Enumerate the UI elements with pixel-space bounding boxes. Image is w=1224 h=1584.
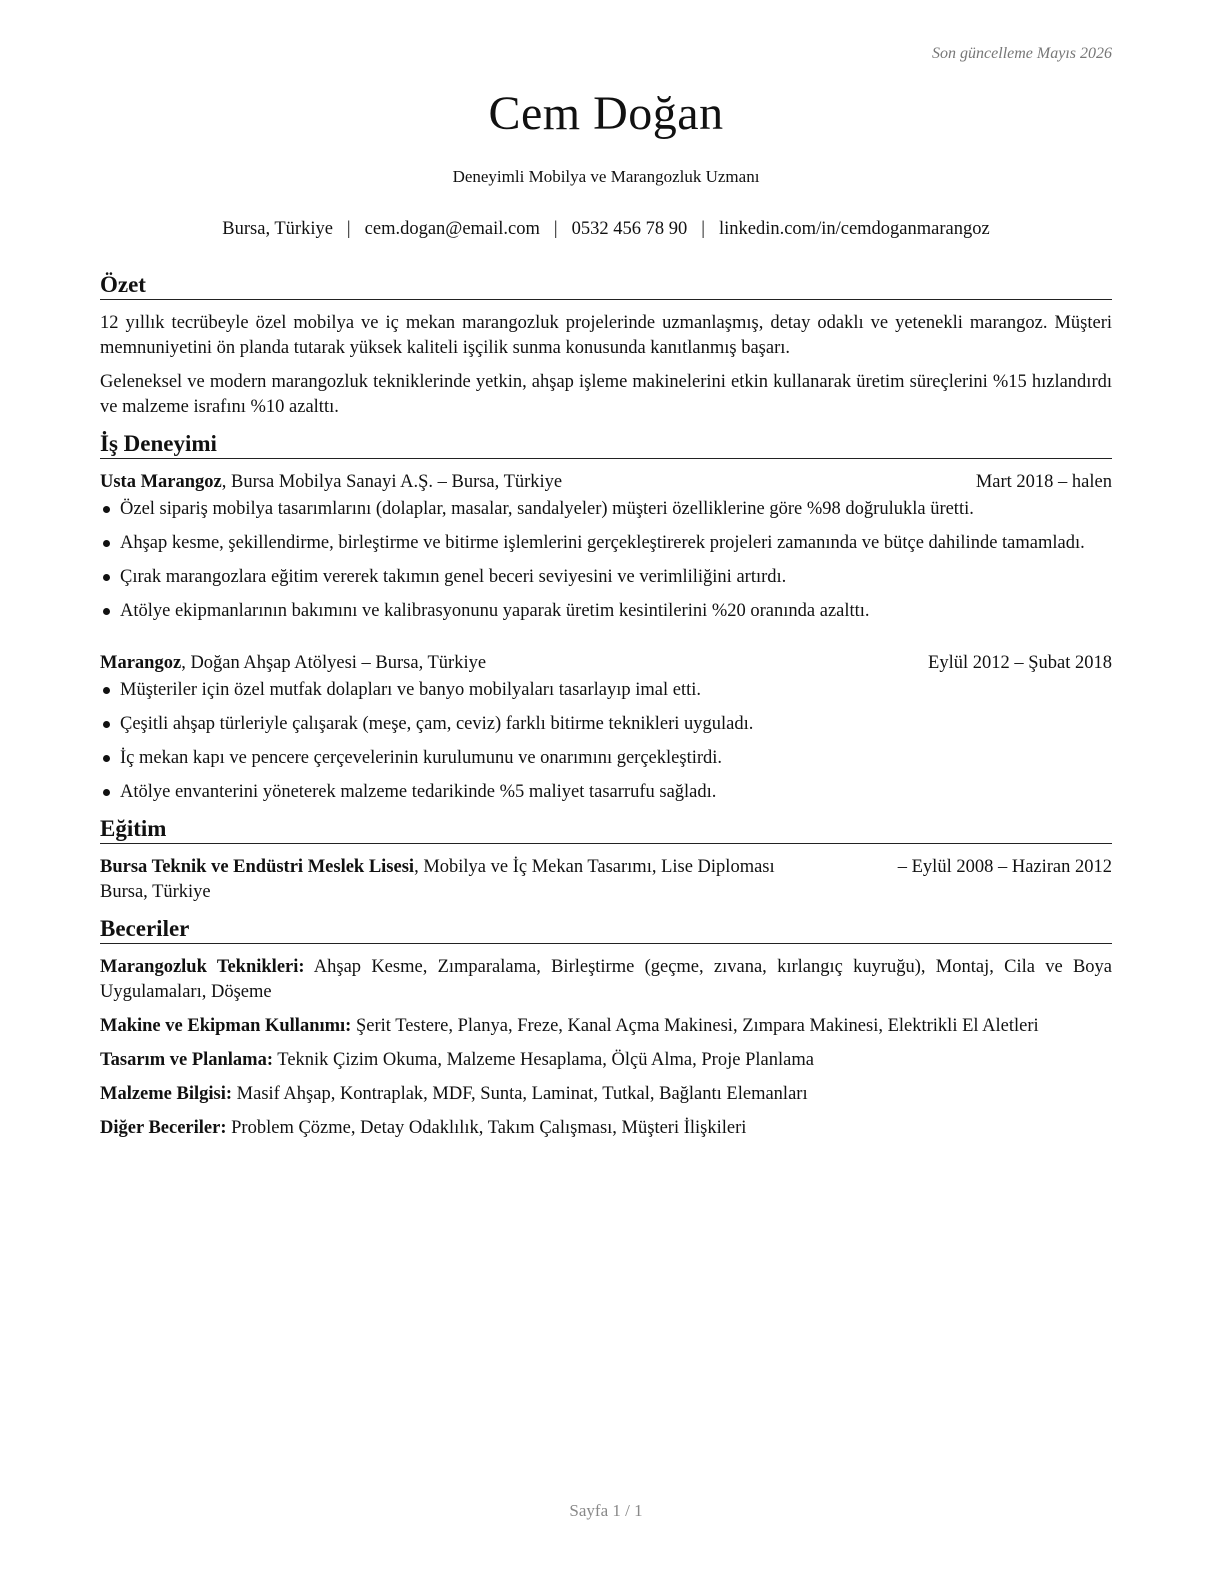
skill-group xyxy=(100,1082,1112,1107)
job-bullet-text: Atölye envanterini yöneterek malzeme tedarikinde %5 maliyet tasarrufu sağladı. xyxy=(120,782,717,802)
education-location: Bursa, Türkiye xyxy=(100,882,211,902)
job-entry xyxy=(100,651,1112,805)
bullet-dot-icon xyxy=(103,687,110,694)
contact-phone: 0532 456 78 90 xyxy=(571,219,688,239)
job-dates: Mart 2018 – halen xyxy=(975,472,1112,492)
education-section xyxy=(100,814,1112,905)
candidate-headline: Deneyimli Mobilya ve Marangozluk Uzmanı xyxy=(452,167,760,186)
bullet-dot-icon xyxy=(103,506,110,513)
job-company: , Doğan Ahşap Atölyesi – Bursa, Türkiye xyxy=(181,653,487,673)
contact-separator: | xyxy=(553,219,558,239)
job-bullet-text: Çeşitli ahşap türleriyle çalışarak (meşe, çam, ceviz) farklı bitirme teknikleri uyguladı. xyxy=(120,714,754,734)
job-header xyxy=(100,470,1112,495)
education-school: Bursa Teknik ve Endüstri Meslek Lisesi xyxy=(100,857,415,877)
skill-group-items: Teknik Çizim Okuma, Malzeme Hesaplama, Ölçü Alma, Proje Planlama xyxy=(273,1050,814,1070)
job-bullet xyxy=(100,531,1116,556)
job-company: , Bursa Mobilya Sanayi A.Ş. – Bursa, Türkiye xyxy=(221,472,563,492)
job-bullet-text: Ahşap kesme, şekillendirme, birleştirme ve bitirme işlemlerini gerçekleştirerek projeleri zamanında ve bütçe dahilinde tamamladı. xyxy=(120,533,1085,553)
job-header xyxy=(100,651,1112,676)
contact-linkedin-link[interactable]: linkedin.com/in/cemdoganmarangoz xyxy=(718,219,990,239)
skill-group-items: Şerit Testere, Planya, Freze, Kanal Açma Makinesi, Zımpara Makinesi, Elektrikli El Aletleri xyxy=(351,1016,1039,1036)
section-title-skills: Beceriler xyxy=(100,914,1112,944)
job-bullet xyxy=(100,599,1116,624)
skill-group-label: Marangozluk Teknikleri: xyxy=(100,957,305,977)
resume-page xyxy=(100,0,1112,1584)
job-bullet xyxy=(100,565,1116,590)
skill-group xyxy=(100,955,1112,1005)
experience-section xyxy=(100,429,1112,805)
education-program: , Mobilya ve İç Mekan Tasarımı, Lise Diploması xyxy=(414,857,775,877)
summary-section xyxy=(100,270,1112,420)
job-dates: Eylül 2012 – Şubat 2018 xyxy=(928,653,1112,673)
skill-group xyxy=(100,1048,1112,1073)
job-bullet xyxy=(100,746,1116,771)
contact-separator: | xyxy=(346,219,351,239)
resume-body xyxy=(100,270,1112,1150)
education-entry xyxy=(100,855,1112,880)
skill-group-label: Makine ve Ekipman Kullanımı: xyxy=(100,1016,352,1036)
job-bullets xyxy=(100,678,1112,805)
job-bullet-text: Çırak marangozlara eğitim vererek takımın genel beceri seviyesini ve verimliliğini artırdı. xyxy=(120,567,787,587)
bullet-dot-icon xyxy=(103,789,110,796)
skill-group-items: Problem Çözme, Detay Odaklılık, Takım Çalışması, Müşteri İlişkileri xyxy=(226,1118,747,1138)
job-bullet xyxy=(100,712,1116,737)
candidate-name: Cem Doğan xyxy=(488,87,724,140)
job-bullet-text: Müşteriler için özel mutfak dolapları ve banyo mobilyaları tasarlayıp imal etti. xyxy=(120,680,702,700)
skill-group xyxy=(100,1116,1112,1141)
job-bullet xyxy=(100,780,1116,805)
contact-email-link[interactable]: cem.dogan@email.com xyxy=(364,219,540,239)
bullet-dot-icon xyxy=(103,755,110,762)
job-role: Marangoz xyxy=(100,653,182,673)
job-bullet-text: Atölye ekipmanlarının bakımını ve kalibrasyonunu yaparak üretim kesintilerini %20 oranında azalttı. xyxy=(120,601,870,621)
job-title-company xyxy=(100,651,486,676)
education-school-program xyxy=(100,855,775,880)
job-bullet-text: İç mekan kapı ve pencere çerçevelerinin kurulumunu ve onarımını gerçekleştirdi. xyxy=(120,748,723,768)
job-spacer xyxy=(100,633,1112,651)
education-dates: – Eylül 2008 – Haziran 2012 xyxy=(897,857,1112,877)
skill-group-label: Malzeme Bilgisi: xyxy=(100,1084,233,1104)
contact-separator: | xyxy=(701,219,705,239)
summary-paragraph: 12 yıllık tecrübeyle özel mobilya ve iç mekan marangozluk projelerinde uzmanlaşmış, detay odaklı ve yetenekli marangoz. Müşteri memnuniyetini ön planda tutarak yüksek kaliteli işçilik sunma konusunda kanıtlanmış başarı. xyxy=(100,313,1112,358)
job-bullet xyxy=(100,678,1116,703)
job-bullet-text: Özel sipariş mobilya tasarımlarını (dolaplar, masalar, sandalyeler) müşteri özelliklerine göre %98 doğrulukla üretti. xyxy=(120,499,974,519)
job-bullets xyxy=(100,497,1112,624)
skill-group xyxy=(100,1014,1112,1039)
job-role: Usta Marangoz xyxy=(100,472,222,492)
summary-paragraph: Geleneksel ve modern marangozluk tekniklerinde yetkin, ahşap işleme makinelerini etkin kullanarak üretim süreçlerini %15 hızlandırdı ve malzeme israfını %10 azalttı. xyxy=(100,372,1112,417)
bullet-dot-icon xyxy=(103,574,110,581)
contact-location: Bursa, Türkiye xyxy=(222,219,333,239)
job-entry xyxy=(100,470,1112,624)
last-updated-note: Son güncelleme Mayıs 2026 xyxy=(932,45,1112,62)
section-title-experience: İş Deneyimi xyxy=(100,429,1112,459)
section-title-summary: Özet xyxy=(100,270,1112,300)
section-title-education: Eğitim xyxy=(100,814,1112,844)
bullet-dot-icon xyxy=(103,540,110,547)
skill-group-label: Diğer Beceriler: xyxy=(100,1118,227,1138)
job-title-company xyxy=(100,470,562,495)
bullet-dot-icon xyxy=(103,608,110,615)
skill-group-items: Ahşap Kesme, Zımparalama, Birleştirme (geçme, zıvana, kırlangıç kuyruğu), Montaj, Cila ve Boya Uygulamaları, Döşeme xyxy=(100,957,1112,1002)
skills-section xyxy=(100,914,1112,1141)
skill-group-label: Tasarım ve Planlama: xyxy=(100,1050,274,1070)
bullet-dot-icon xyxy=(103,721,110,728)
job-bullet xyxy=(100,497,1116,522)
skill-group-items: Masif Ahşap, Kontraplak, MDF, Sunta, Laminat, Tutkal, Bağlantı Elemanları xyxy=(232,1084,808,1104)
contact-line xyxy=(100,219,1112,240)
page-indicator: Sayfa 1 / 1 xyxy=(569,1501,643,1520)
